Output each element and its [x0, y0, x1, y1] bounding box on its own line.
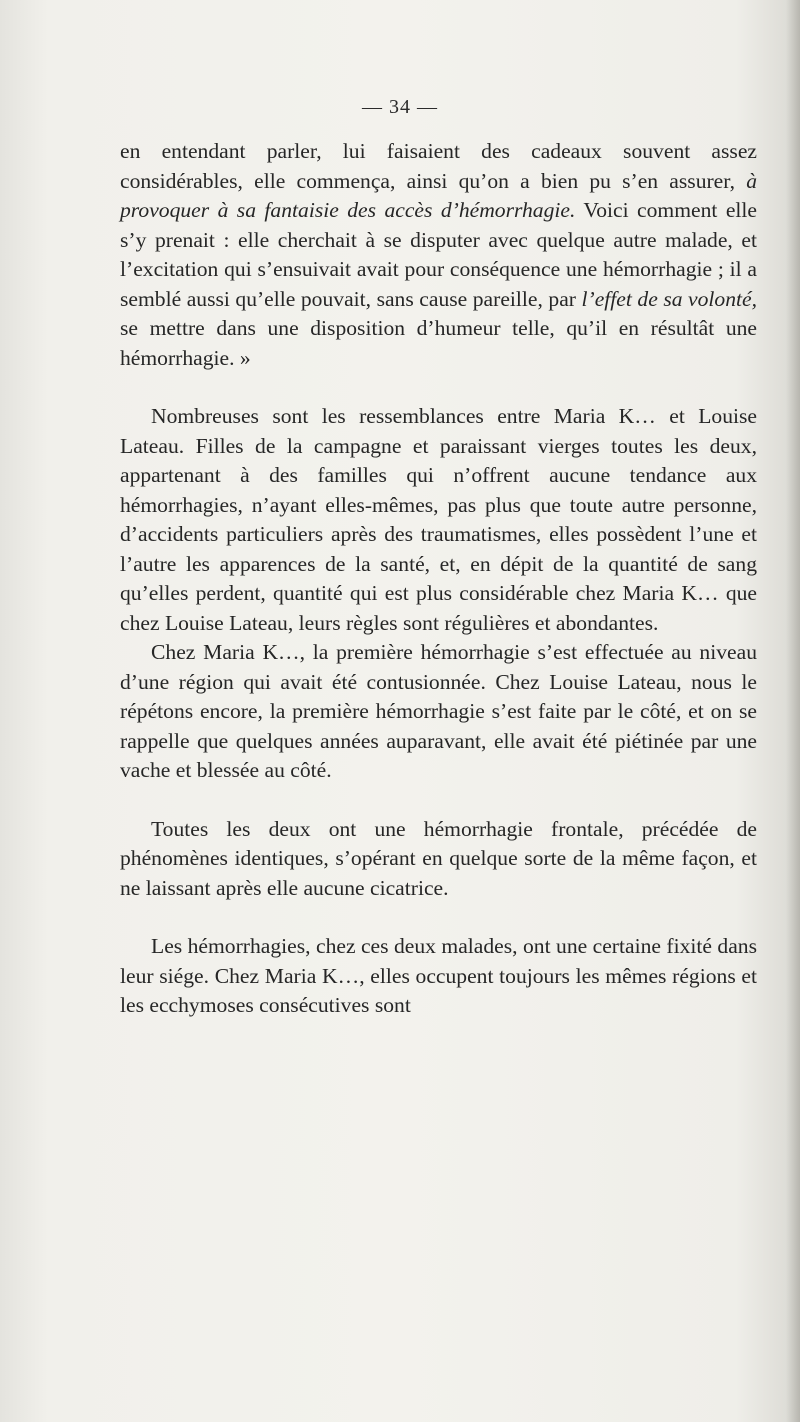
paragraph-2-text: Nombreuses sont les ressemblances entre Maria K… et Louise Lateau. Filles de la campagne et paraissant vierges toutes les deux, appartenant à des familles qui n’offrent aucune tendance aux hémorrhagies, n’ayant elles-mêmes, pas plus que toute autre personne, d’accidents particuliers après des traumatismes, elles possèdent l’une et l’autre les apparences de la santé, et, en dépit de la quantité de sang qu’elles perdent, quantité qui est plus considérable chez Maria K… que chez Louise Lateau, leurs règles sont régulières et abondantes. — [120, 404, 757, 635]
paragraph-1-italic-1: à provoquer à sa fantaisie des accès d’hémorrhagie. — [120, 168, 757, 222]
paragraph-1-part-3: Voici comment elle s’y prenait : elle cherchait à se disputer avec quelque autre malade, et l’excitation qui s’ensuivait avait pour conséquence une hémorrhagie ; il a semblé aussi qu’elle pouvait, sans cause pareille, par — [120, 198, 757, 311]
paragraph-4 — [120, 815, 757, 904]
paragraph-3-text: Chez Maria K…, la première hémorrhagie s’est effectuée au niveau d’une région qui avait été contusionnée. Chez Louise Lateau, nous le répétons encore, la première hémorrhagie s’est faite par le côté, et on se rappelle que quelques années auparavant, elle avait été piétinée par une vache et blessée au côté. — [120, 640, 757, 782]
paragraph-5-text: Les hémorrhagies, chez ces deux malades, ont une certaine fixité dans leur siége. Chez Maria K…, elles occupent toujours les mêmes régions et les ecchymoses consécutives sont — [120, 934, 757, 1017]
paragraph-5 — [120, 932, 757, 1021]
paragraph-1-italic-2: l’effet de sa volonté, — [581, 286, 758, 311]
paragraph-1-part-1: en entendant parler, lui faisaient des cadeaux souvent assez considérables, elle commença, ainsi qu’on a bien pu s’en assurer, — [120, 139, 757, 193]
paragraph-1 — [120, 137, 757, 373]
body-text — [120, 137, 757, 1021]
page-number: — 34 — — [362, 96, 438, 118]
paragraph-2 — [120, 402, 757, 638]
paragraph-1-part-5: se mettre dans une disposition d’humeur telle, qu’il en résultât une hémorrhagie. » — [120, 316, 757, 370]
page-edge-shadow — [786, 0, 800, 1422]
paragraph-4-text: Toutes les deux ont une hémorrhagie frontale, précédée de phénomènes identiques, s’opérant en quelque sorte de la même façon, et ne laissant après elle aucune cicatrice. — [120, 816, 757, 900]
paragraph-3 — [120, 638, 757, 786]
